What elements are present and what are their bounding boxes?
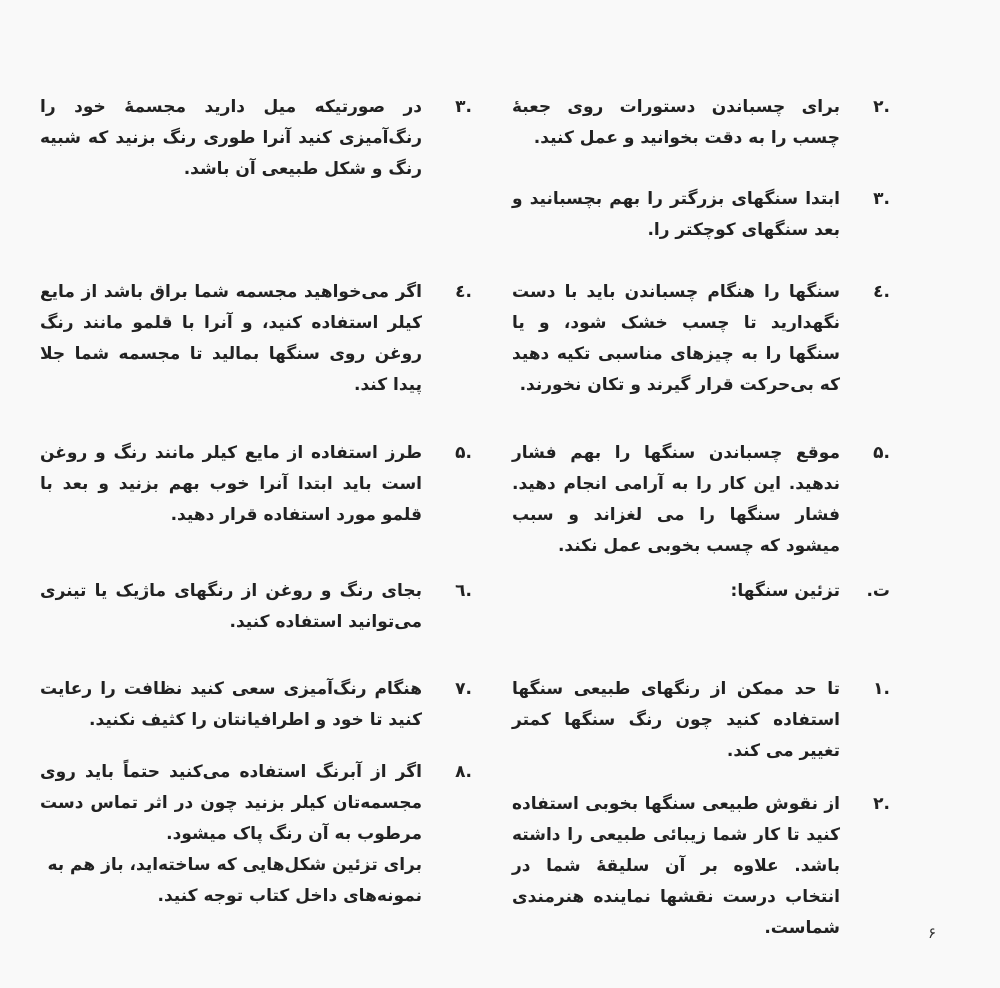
left-item-4 xyxy=(40,576,472,638)
right-item-5 xyxy=(512,674,890,767)
item-text: برای چسباندن دستورات روی جعبهٔ چسب را به دقت بخوانید و عمل کنید. xyxy=(512,97,840,148)
right-item-6 xyxy=(512,789,890,944)
item-text: تا حد ممکن از رنگهای طبیعی سنگها استفاده کنید چون رنگ سنگها کمتر تغییر می کند. xyxy=(512,679,840,761)
right-item-1 xyxy=(512,92,890,154)
section-letter: ت. xyxy=(866,581,890,601)
left-item-6 xyxy=(40,757,472,912)
section-heading-decoration xyxy=(512,576,890,607)
item-number: .۵ xyxy=(455,443,472,463)
left-item-3 xyxy=(40,438,472,531)
closing-note: برای تزئین شکل‌هایی که ساخته‌اید، باز هم به نمونه‌های داخل کتاب توجه کنید. xyxy=(47,855,422,906)
item-number: .۵ xyxy=(873,443,890,463)
item-number: .٤ xyxy=(455,282,472,302)
item-text: ابتدا سنگهای بزرگتر را بهم بچسبانید و بعد سنگهای کوچکتر را. xyxy=(512,189,840,240)
item-text: از نقوش طبیعی سنگها بخوبی استفاده کنید تا کار شما زیبائی طبیعی را داشته باشد. علاوه بر آن سلیقهٔ شما در انتخاب درست نقشها نماینده هنرمندی شماست. xyxy=(512,794,840,938)
item-number: .۳ xyxy=(455,97,472,117)
item-text: بجای رنگ و روغن از رنگهای ماژیک یا تینری می‌توانید استفاده کنید. xyxy=(40,581,422,632)
item-number: .۲ xyxy=(873,794,890,814)
left-item-2 xyxy=(40,277,472,401)
left-item-1 xyxy=(40,92,472,185)
item-number: .۲ xyxy=(873,97,890,117)
right-item-2 xyxy=(512,184,890,246)
item-number: .٤ xyxy=(873,282,890,302)
right-item-4 xyxy=(512,438,890,562)
item-number: .٦ xyxy=(455,581,472,601)
item-text: اگر از آبرنگ استفاده می‌کنید حتماً باید روی مجسمه‌تان کیلر بزنید چون در اثر تماس دست مرطوب به آن رنگ پاک میشود. xyxy=(40,762,422,844)
item-text: اگر می‌خواهید مجسمه شما براق باشد از مایع کیلر استفاده کنید، و آنرا با قلمو مانند رنگ روغن روی سنگها بمالید تا مجسمه شما جلا پیدا کند. xyxy=(40,282,422,395)
section-title: تزئین سنگها: xyxy=(730,581,840,601)
item-number: .۳ xyxy=(873,189,890,209)
item-number: .۸ xyxy=(455,762,472,782)
item-text: هنگام رنگ‌آمیزی سعی کنید نظافت را رعایت کنید تا خود و اطرافیانتان را کثیف نکنید. xyxy=(40,679,422,730)
page-number: ۶ xyxy=(928,924,937,942)
right-item-3 xyxy=(512,277,890,401)
item-text: موقع چسباندن سنگها را بهم فشار ندهید. این کار را به آرامی انجام دهید. فشار سنگها را می لغزاند و سبب میشود که چسب بخوبی عمل نکند. xyxy=(512,443,840,556)
item-text: سنگها را هنگام چسباندن باید با دست نگهدارید تا چسب خشک شود، و یا سنگها را به چیزهای مناسبی تکیه دهید که بی‌حرکت قرار گیرند و تکان نخورند. xyxy=(512,282,840,395)
item-text: طرز استفاده از مایع کیلر مانند رنگ و روغن است باید ابتدا آنرا خوب بهم بزنید و بعد با قلمو مورد استفاده قرار دهید. xyxy=(40,443,422,525)
item-text: در صورتیکه میل دارید مجسمهٔ خود را رنگ‌آمیزی کنید آنرا طوری رنگ بزنید که شبیه رنگ و شکل طبیعی آن باشد. xyxy=(40,97,422,179)
left-item-5 xyxy=(40,674,472,736)
item-number: .۱ xyxy=(873,679,890,699)
item-number: .۷ xyxy=(455,679,472,699)
